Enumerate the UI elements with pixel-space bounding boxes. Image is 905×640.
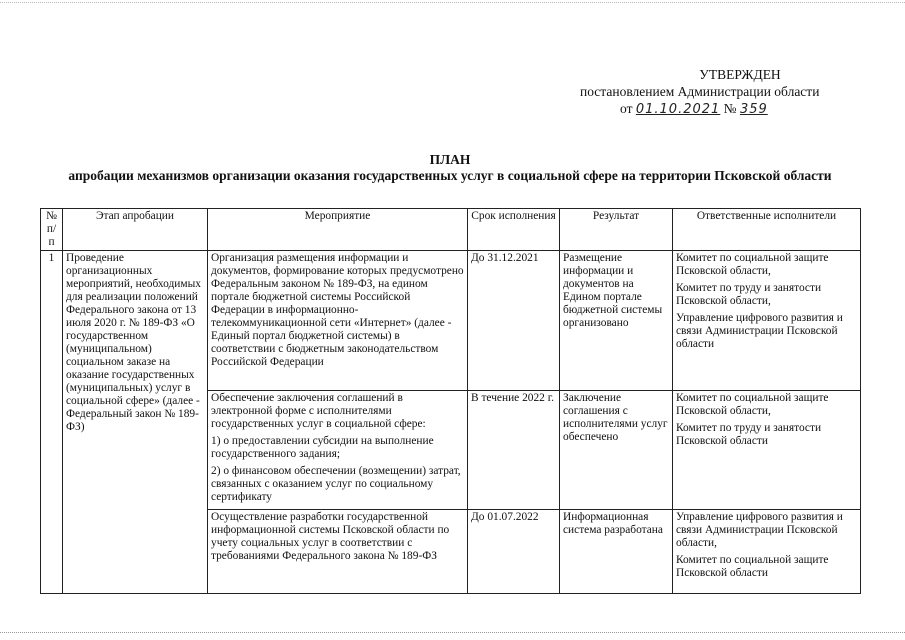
header-stage: Этап апробации: [63, 209, 208, 251]
header-number: № п/п: [41, 209, 63, 251]
plan-table: [40, 208, 861, 594]
deadline-cell: В течение 2022 г.: [468, 391, 560, 510]
approval-title: УТВЕРЖДЕН: [699, 67, 781, 82]
document-title: ПЛАН: [429, 152, 471, 167]
header-deadline: Срок исполнения: [468, 209, 560, 251]
header-activity: Мероприятие: [208, 209, 468, 251]
responsible-item: Комитет по труду и занятости Псковской области: [676, 422, 822, 447]
result-cell: Размещение информации и документов на Едином портале бюджетной системы организовано: [560, 251, 673, 391]
activity-text: 2) о финансовом обеспечении (возмещении) затрат, связанных с оказанием услуг по социальному сертификату: [211, 465, 461, 503]
approval-date-line: [580, 100, 870, 118]
approval-by: постановлением Администрации области: [580, 84, 820, 99]
deadline-cell: До 01.07.2022: [468, 510, 560, 594]
scan-edge-bottom: [0, 632, 905, 633]
scan-edge-top: [0, 2, 905, 3]
document-subtitle: апробации механизмов организации оказания государственных услуг в социальной сфере на территории Псковской области: [68, 168, 832, 183]
activity-text: Организация размещения информации и документов, формирование которых предусмотрено Федеральным законом № 189-ФЗ, на едином портале бюджетной системы Российской Федерации в информационно-телекоммуникационной сети «Интернет» (далее - Единый портал бюджетной системы) в соответствии с бюджетным законодательством Российской Федерации: [211, 252, 464, 368]
activity-text: Осуществление разработки государственной информационной системы Псковской области по учету социальных услуг в соответствии с требованиями Федерального закона № 189-ФЗ: [211, 511, 450, 562]
deadline-cell: До 31.12.2021: [468, 251, 560, 391]
responsible-item: Комитет по труду и занятости Псковской области,: [676, 282, 822, 307]
table-row: [41, 251, 861, 391]
approval-stamp: [580, 66, 870, 118]
number-prefix: №: [723, 101, 737, 116]
responsible-item: Управление цифрового развития и связи Администрации Псковской области: [676, 312, 843, 350]
approval-number: 359: [739, 102, 768, 117]
approval-date: 01.10.2021: [635, 102, 721, 117]
activity-text: Обеспечение заключения соглашений в электронной форме с исполнителями государственных услуг в социальной сфере:: [211, 392, 426, 430]
document-heading: [40, 152, 860, 184]
stage-name: Проведение организационных мероприятий, необходимых для реализации положений Федерального закона от 13 июля 2020 г. № 189-ФЗ «О государственном (муниципальном) социальном заказе на оказание государственных (муниципальных) услуг в социальной сфере» (далее - Федеральный закон № 189-ФЗ): [63, 251, 208, 594]
stage-number: 1: [41, 251, 63, 594]
activity-cell: [208, 251, 468, 391]
activity-text: 1) о предоставлении субсидии на выполнение государственного задания;: [211, 435, 434, 460]
date-prefix: от: [620, 101, 633, 116]
responsible-item: Управление цифрового развития и связи Администрации Псковской области,: [676, 511, 843, 549]
responsible-item: Комитет по социальной защите Псковской области: [676, 554, 829, 579]
result-cell: Информационная система разработана: [560, 510, 673, 594]
header-responsible: Ответственные исполнители: [673, 209, 861, 251]
responsible-item: Комитет по социальной защите Псковской области,: [676, 252, 829, 277]
header-result: Результат: [560, 209, 673, 251]
activity-cell: [208, 510, 468, 594]
result-cell: Заключение соглашения с исполнителями услуг обеспечено: [560, 391, 673, 510]
responsible-cell: [673, 391, 861, 510]
responsible-cell: [673, 510, 861, 594]
responsible-item: Комитет по социальной защите Псковской области,: [676, 392, 829, 417]
table-header-row: [41, 209, 861, 251]
responsible-cell: [673, 251, 861, 391]
activity-cell: [208, 391, 468, 510]
